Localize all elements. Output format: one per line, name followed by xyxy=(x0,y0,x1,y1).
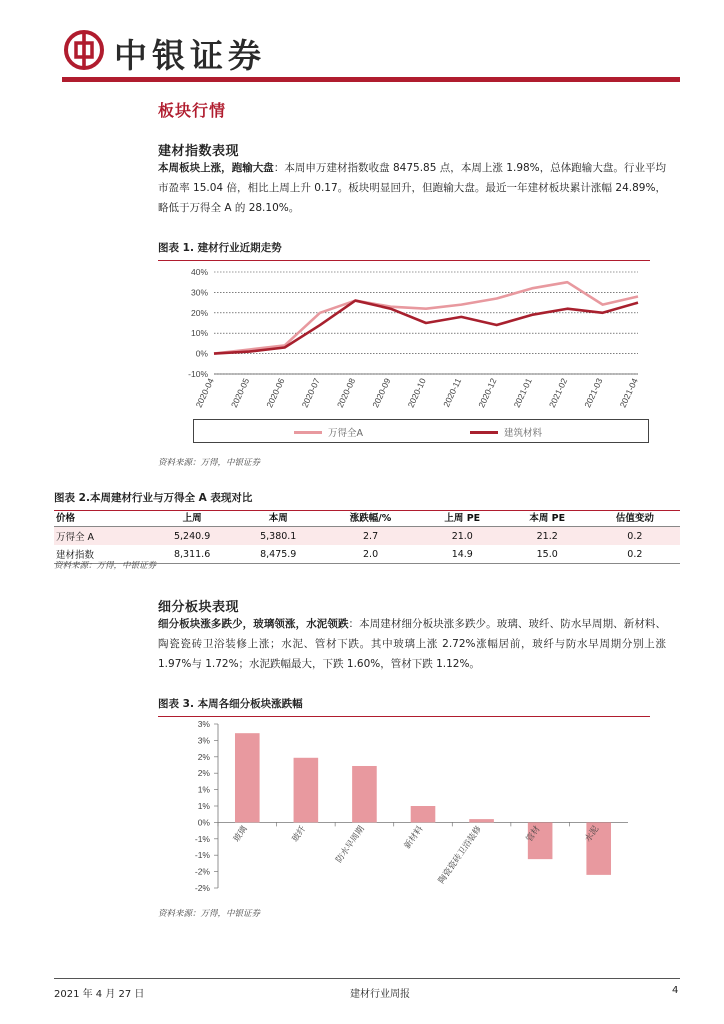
y-tick-label: -1% xyxy=(194,850,210,861)
bar xyxy=(235,733,260,822)
category-label: 玻璃 xyxy=(231,824,250,845)
x-tick-label: 2020-11 xyxy=(441,376,464,409)
category-label: 新材料 xyxy=(402,824,426,852)
y-tick-label: 2% xyxy=(197,768,210,779)
x-tick-label: 2020-06 xyxy=(264,376,287,410)
legend-label-wind: 万得全A xyxy=(328,428,363,439)
y-tick-label: -10% xyxy=(188,369,208,379)
table-header: 本周 PE xyxy=(505,508,590,527)
figure1-source: 资料来源：万得，中银证券 xyxy=(158,458,261,468)
y-tick-label: 20% xyxy=(190,307,208,318)
table-cell: 15.0 xyxy=(505,545,590,564)
y-tick-label: 1% xyxy=(197,784,210,795)
bar xyxy=(352,766,377,822)
table-row xyxy=(54,527,680,546)
bar-chart xyxy=(158,716,650,902)
bar xyxy=(469,819,494,822)
x-tick-label: 2020-05 xyxy=(228,376,252,410)
footer-divider xyxy=(54,978,680,979)
table-header: 本周 xyxy=(235,508,321,527)
y-tick-label: 10% xyxy=(190,328,208,339)
category-label: 水泥 xyxy=(583,824,602,845)
subtitle-subsector-performance: 细分板块表现 xyxy=(158,600,240,615)
table-cell: 5,380.1 xyxy=(235,527,321,546)
line-chart xyxy=(158,262,650,418)
footer-page-number: 4 xyxy=(672,985,679,996)
figure2-source: 资料来源：万得，中银证券 xyxy=(54,561,157,571)
header-divider xyxy=(62,77,680,82)
table-header-row xyxy=(54,508,680,527)
x-tick-label: 2021-01 xyxy=(511,376,534,410)
subtitle-index-performance: 建材指数表现 xyxy=(158,144,240,159)
y-tick-label: -1% xyxy=(194,833,210,844)
section-title: 板块行情 xyxy=(158,101,227,120)
x-tick-label: 2020-04 xyxy=(193,376,216,410)
bar xyxy=(411,806,436,822)
category-label: 陶瓷瓷砖卫浴装修 xyxy=(436,824,485,886)
bar xyxy=(294,758,319,823)
y-tick-label: 3% xyxy=(197,735,210,746)
category-label: 玻纤 xyxy=(290,824,309,845)
paragraph-body: ：本周申万建材指数收盘 8475.85 点，本周上涨 1.98%，总体跑输大盘。行业平均市盈率 15.04 倍，相比上周上升 0.17。板块明显回升，但跑输大盘。最近一年建材板块累计涨幅 24.89%，略低于万得全 A 的 28.10%。 xyxy=(158,162,666,214)
table-cell: 8,311.6 xyxy=(149,545,235,564)
figure3-source: 资料来源：万得，中银证券 xyxy=(158,909,261,919)
table-cell: 2.7 xyxy=(321,527,420,546)
table-header: 上周 PE xyxy=(420,508,505,527)
table-cell: 14.9 xyxy=(420,545,505,564)
y-tick-label: 3% xyxy=(197,719,210,729)
paragraph-index-performance xyxy=(158,158,666,218)
table-cell: 5,240.9 xyxy=(149,527,235,546)
figure1-title: 图表 1. 建材行业近期走势 xyxy=(158,240,650,261)
table-cell: 0.2 xyxy=(590,545,680,564)
x-tick-label: 2021-02 xyxy=(546,376,570,410)
table-header: 上周 xyxy=(149,508,235,527)
line-chart-legend xyxy=(193,419,649,443)
table-header: 估值变动 xyxy=(590,508,680,527)
figure2-title: 图表 2.本周建材行业与万得全 A 表现对比 xyxy=(54,490,680,511)
table-header: 涨跌幅/% xyxy=(321,508,420,527)
table-cell: 21.0 xyxy=(420,527,505,546)
boc-logo-icon xyxy=(64,30,104,70)
y-tick-label: 0% xyxy=(195,348,208,359)
legend-label-building-materials: 建筑材料 xyxy=(504,428,543,439)
y-tick-label: -2% xyxy=(194,866,210,877)
category-label: 管材 xyxy=(524,824,543,845)
table-cell: 0.2 xyxy=(590,527,680,546)
table-cell: 8,475.9 xyxy=(235,545,321,564)
y-tick-label: 0% xyxy=(197,817,210,828)
x-tick-label: 2020-10 xyxy=(405,376,428,410)
footer-date: 2021 年 4 月 27 日 xyxy=(54,989,145,1000)
brand-name: 中银证券 xyxy=(114,36,266,75)
comparison-table xyxy=(54,508,680,564)
x-tick-label: 2020-09 xyxy=(370,376,393,410)
series-line-0 xyxy=(214,282,638,353)
paragraph-body: ：本周建材细分板块涨多跌少。玻璃、玻纤、防水早周期、新材料、陶瓷瓷砖卫浴装修上涨；水泥、管材下跌。其中玻璃上涨 2.72%涨幅居前，玻纤与防水早周期分别上涨 1.97%与 1.72%；水泥跌幅最大，下跌 1.60%，管材下跌 1.12%。 xyxy=(158,618,666,670)
y-tick-label: -2% xyxy=(194,883,210,893)
category-label: 防水早周期 xyxy=(334,824,367,865)
table-cell: 2.0 xyxy=(321,545,420,564)
figure3-title: 图表 3. 本周各细分板块涨跌幅 xyxy=(158,696,650,717)
table-header: 价格 xyxy=(54,508,149,527)
legend-swatch-building-materials xyxy=(470,431,498,434)
y-tick-label: 40% xyxy=(190,267,208,277)
y-tick-label: 2% xyxy=(197,751,210,762)
table-cell: 万得全 A xyxy=(54,527,149,546)
paragraph-subsector-performance xyxy=(158,614,666,674)
x-tick-label: 2020-08 xyxy=(334,376,358,410)
paragraph-lead: 本周板块上涨，跑输大盘 xyxy=(158,162,274,174)
x-tick-label: 2020-12 xyxy=(476,376,499,410)
legend-swatch-wind xyxy=(294,431,322,434)
x-tick-label: 2021-03 xyxy=(582,376,605,410)
footer-report-name: 建材行业周报 xyxy=(350,989,410,1000)
x-tick-label: 2021-04 xyxy=(617,376,640,410)
y-tick-label: 1% xyxy=(197,801,210,811)
paragraph-lead: 细分板块涨多跌少，玻璃领涨，水泥领跌 xyxy=(158,618,349,630)
y-tick-label: 30% xyxy=(190,287,208,298)
report-header xyxy=(62,22,680,84)
table-cell: 建材指数 xyxy=(54,545,149,564)
x-tick-label: 2020-07 xyxy=(299,376,322,410)
table-cell: 21.2 xyxy=(505,527,590,546)
